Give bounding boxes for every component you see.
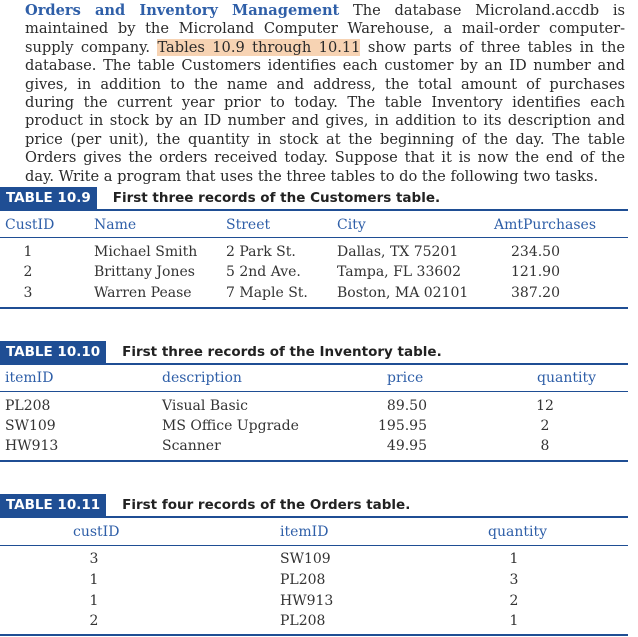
table-bottom-rule — [0, 460, 628, 462]
table-cell: 1 — [509, 613, 519, 629]
table-cell: PL208 — [280, 572, 326, 588]
table-cell: 2 Park St. — [226, 244, 296, 260]
table-caption-text: First three records of the Customers table. — [112, 190, 441, 206]
table-caption-text: First three records of the Inventory table. — [122, 344, 442, 360]
table-caption-inventory — [0, 341, 442, 363]
table-cell: 7 Maple St. — [226, 285, 308, 301]
table-bottom-rule — [0, 307, 628, 309]
column-header: City — [337, 217, 366, 233]
table-cell: 2 — [89, 613, 99, 629]
table-caption-orders — [0, 494, 410, 516]
table-caption-text: First four records of the Orders table. — [122, 497, 411, 513]
section-heading: Orders and Inventory Management — [25, 2, 340, 19]
table-cell: 1 — [509, 551, 519, 567]
table-cell: Visual Basic — [162, 398, 248, 414]
table-cell: 2 — [23, 264, 33, 280]
table-cell: Tampa, FL 33602 — [337, 264, 462, 280]
table-cell: 1 — [89, 593, 99, 609]
table-cell: MS Office Upgrade — [162, 418, 299, 434]
table-cell: 195.95 — [378, 418, 427, 434]
column-header: Name — [94, 217, 137, 233]
column-header: itemID — [280, 524, 329, 540]
table-cell: 121.90 — [511, 264, 560, 280]
table-cell: Scanner — [162, 438, 221, 454]
column-header: custID — [73, 524, 120, 540]
header-rule — [0, 391, 628, 392]
table-cell: 5 2nd Ave. — [226, 264, 301, 280]
table-top-rule — [0, 363, 628, 365]
table-cell: 49.95 — [386, 438, 427, 454]
table-cell: Brittany Jones — [94, 264, 195, 280]
table-cell: 8 — [540, 438, 550, 454]
header-rule — [0, 545, 628, 546]
table-cell: PL208 — [280, 613, 326, 629]
table-cell: Dallas, TX 75201 — [337, 244, 459, 260]
column-header: price — [387, 370, 424, 386]
table-cell: SW109 — [5, 418, 56, 434]
column-header: AmtPurchases — [494, 217, 596, 233]
table-caption-customers — [0, 187, 440, 209]
intro-paragraph — [25, 2, 625, 186]
column-header: quantity — [488, 524, 547, 540]
table-cell: 3 — [23, 285, 33, 301]
column-header: Street — [226, 217, 271, 233]
table-cell: PL208 — [5, 398, 51, 414]
column-header: CustID — [5, 217, 55, 233]
table-cell: 3 — [509, 572, 519, 588]
table-cell: 1 — [89, 572, 99, 588]
table-cell: 2 — [540, 418, 550, 434]
header-rule — [0, 237, 628, 238]
table-tag: TABLE 10.10 — [0, 341, 106, 363]
table-tag: TABLE 10.11 — [0, 494, 106, 516]
table-cell: 12 — [536, 398, 554, 414]
table-cell: Warren Pease — [94, 285, 192, 301]
table-cell: SW109 — [280, 551, 331, 567]
intro-text-2: show parts of three tables in the database. The table Customers identifies each customer by an ID number and gives, in addition to the name and address, the total amount of purchases during the current year prior to today. The table Inventory identifies each product in stock by an ID number and gives, in addition to its description and price (per unit), the quantity in stock at the beginning of the day. The table Orders gives the orders received today. Suppose that it is now the end of the day. Write a program that uses the three tables to do the following two tasks. — [25, 38, 625, 185]
table-cell: 89.50 — [386, 398, 427, 414]
column-header: description — [162, 370, 242, 386]
table-cell: HW913 — [280, 593, 334, 609]
intro-text-1: The database Microland.accdb is maintained by the Microland Computer Warehouse, a mail-order computer-supply company. — [25, 2, 625, 56]
table-cell: 3 — [89, 551, 99, 567]
highlighted-reference: Tables 10.9 through 10.11 — [157, 38, 361, 56]
table-cell: 387.20 — [511, 285, 560, 301]
table-cell: 2 — [509, 593, 519, 609]
table-cell: 234.50 — [511, 244, 560, 260]
table-top-rule — [0, 209, 628, 211]
table-cell: Michael Smith — [94, 244, 198, 260]
column-header: itemID — [5, 370, 54, 386]
column-header: quantity — [537, 370, 596, 386]
table-cell: Boston, MA 02101 — [337, 285, 469, 301]
table-bottom-rule — [0, 634, 628, 636]
table-cell: HW913 — [5, 438, 59, 454]
table-tag: TABLE 10.9 — [0, 187, 97, 209]
table-top-rule — [0, 516, 628, 518]
table-cell: 1 — [23, 244, 33, 260]
